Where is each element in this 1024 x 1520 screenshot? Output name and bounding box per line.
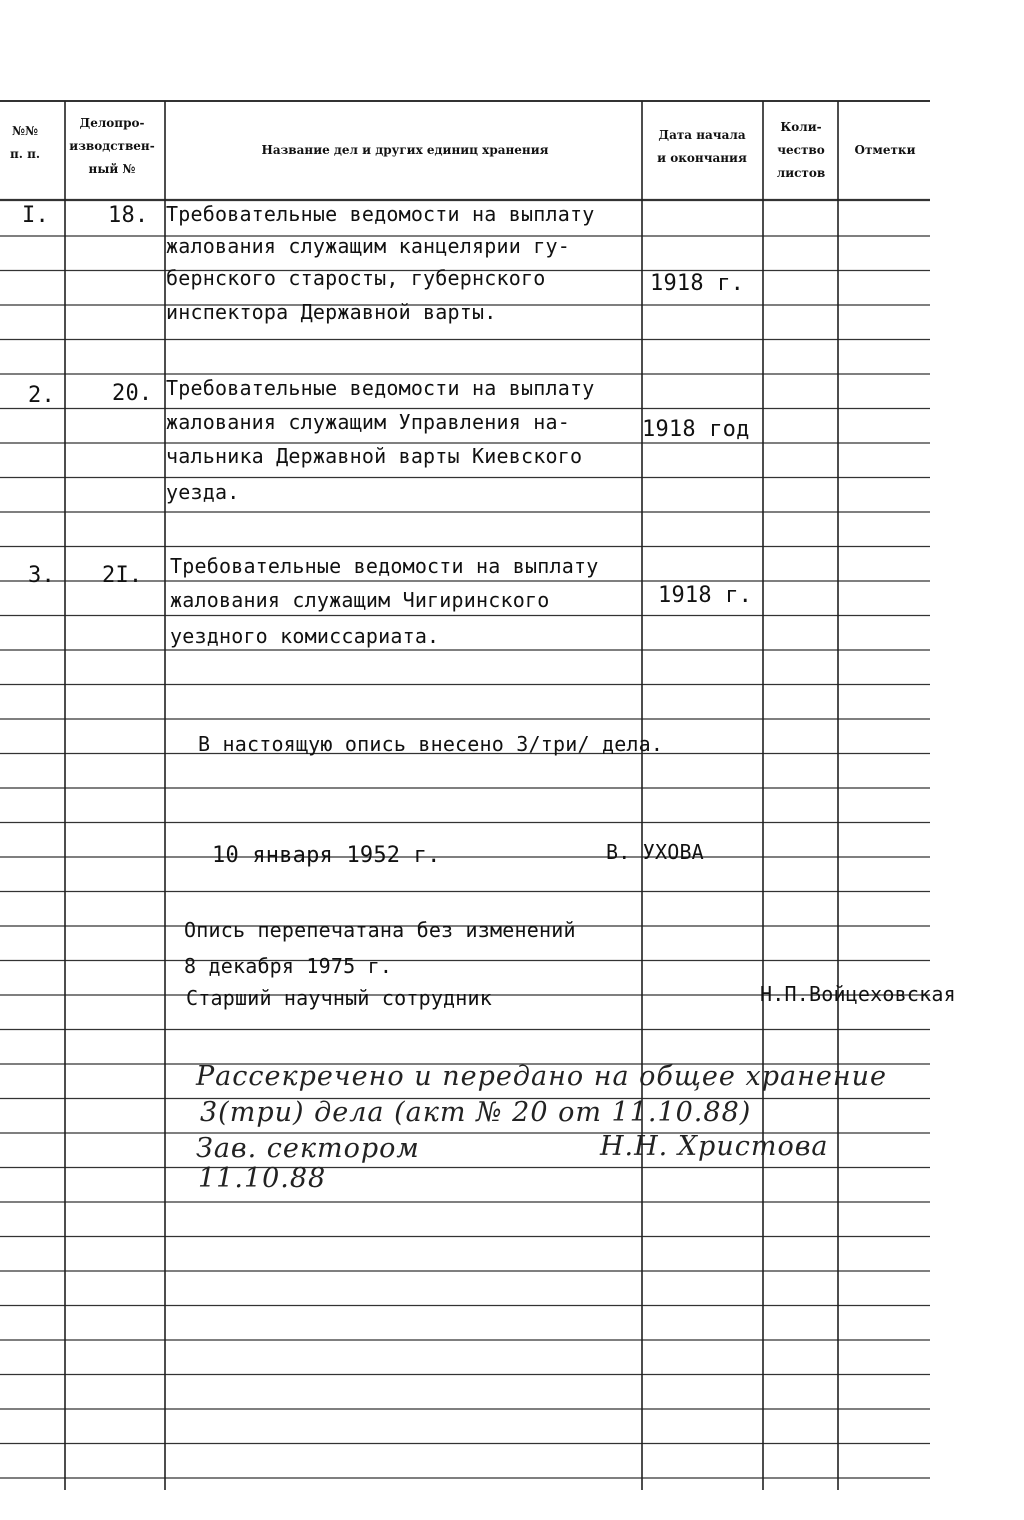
row-2-number: 2. — [28, 383, 55, 408]
header-title: Название дел и других единиц хранения — [261, 143, 549, 157]
row-1-title-line-2: жалования служащим канцелярии гу- — [166, 234, 570, 258]
row-3-title-line-1: Требовательные ведомости на выплату — [170, 554, 599, 578]
handwritten-date: 11.10.88 — [198, 1163, 327, 1194]
reprint-name: Н.П.Войцеховская — [760, 982, 956, 1006]
row-3-date: 1918 г. — [658, 583, 753, 608]
signature-date: 10 января 1952 г. — [212, 843, 441, 868]
handwritten-line-2: 3(три) дела (акт № 20 от 11.10.88) — [200, 1097, 752, 1128]
row-1-number: I. — [22, 203, 49, 228]
header-sheets: Коли- чество листов — [776, 120, 826, 180]
handwritten-line-3: Зав. сектором — [196, 1133, 420, 1164]
reprint-line-1: Опись перепечатана без изменений — [184, 918, 576, 942]
reprint-line-2: 8 декабря 1975 г. — [184, 954, 393, 978]
row-2-office-number: 20. — [112, 381, 153, 406]
row-3-office-number: 2I. — [102, 563, 143, 588]
row-2-title-line-2: жалования служащим Управления на- — [166, 410, 570, 434]
row-1-date: 1918 г. — [650, 271, 745, 296]
row-1-title-line-4: инспектора Державной варты. — [166, 300, 497, 324]
signature-name: В. УХОВА — [606, 840, 704, 864]
row-1-title-line-1: Требовательные ведомости на выплату — [166, 202, 595, 226]
handwritten-signature: Н.Н. Христова — [600, 1131, 829, 1162]
row-1-office-number: 18. — [108, 203, 149, 228]
header-dates: Дата начала и окончания — [657, 128, 747, 165]
row-2-title-line-1: Требовательные ведомости на выплату — [166, 376, 595, 400]
row-3-number: 3. — [28, 563, 55, 588]
handwritten-line-1: Рассекречено и передано на общее хранение — [196, 1061, 887, 1092]
reprint-line-3: Старший научный сотрудник — [186, 986, 493, 1010]
header-number: №№ п. п. — [9, 124, 41, 161]
row-2-title-line-4: уезда. — [166, 480, 240, 504]
inventory-summary: В настоящую опись внесено 3/три/ дела. — [198, 732, 664, 756]
header-notes: Отметки — [854, 143, 916, 157]
header-office-number: Делопро- изводствен- ный № — [69, 116, 155, 176]
row-1-title-line-3: бернского старосты, губернского — [166, 266, 546, 290]
row-2-date: 1918 год — [642, 417, 750, 442]
row-3-title-line-3: уездного комиссариата. — [170, 624, 440, 648]
row-2-title-line-3: чальника Державной варты Киевского — [166, 444, 583, 468]
row-3-title-line-2: жалования служащим Чигиринского — [170, 588, 550, 612]
